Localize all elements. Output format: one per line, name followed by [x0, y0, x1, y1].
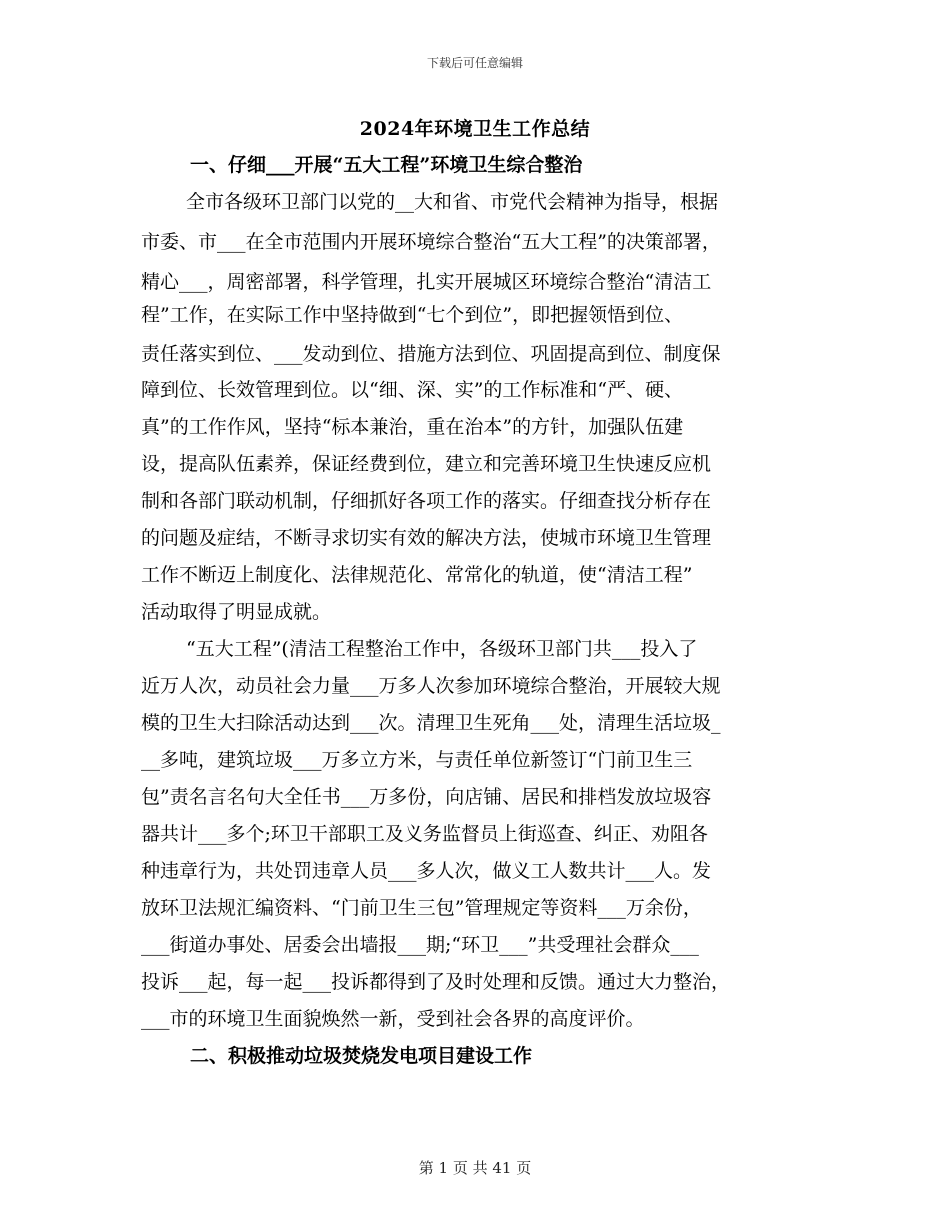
header-note: 下载后可任意编辑: [426, 56, 523, 70]
paragraph-1-line: 制和各部门联动机制，仔细抓好各项工作的落实。仔细查找分析存在: [141, 490, 712, 512]
paragraph-2-line: ___街道办事处、居委会出墙报___期;“环卫___”共受理社会群众___: [141, 934, 699, 956]
paragraph-2-line: 模的卫生大扫除活动达到___次。清理卫生死角___处，清理生活垃圾_: [141, 712, 721, 734]
paragraph-1-line: 障到位、长效管理到位。以“细、深、实”的工作标准和“严、硬、: [141, 379, 684, 401]
paragraph-1-line: 责任落实到位、___发动到位、措施方法到位、巩固提高到位、制度保: [141, 343, 721, 365]
paragraph-2-line: 器共计___多个;环卫干部职工及义务监督员上街巡查、纠正、劝阻各: [141, 823, 708, 845]
document-title: 2024年环境卫生工作总结: [359, 118, 591, 140]
paragraph-1-line: 全市各级环卫部门以党的__大和省、市党代会精神为指导，根据: [186, 191, 719, 213]
paragraph-2-line: 投诉___起，每一起___投诉都得到了及时处理和反馈。通过大力整治，: [141, 971, 731, 993]
paragraph-2-line: “五大工程”(清洁工程整治工作中，各级环卫部门共___投入了: [186, 638, 698, 660]
paragraph-1-line: 程”工作，在实际工作中坚持做到“七个到位”，即把握领悟到位、: [141, 304, 684, 326]
paragraph-2-line: ___市的环境卫生面貌焕然一新，受到社会各界的高度评价。: [141, 1008, 645, 1030]
paragraph-1-line: 工作不断迈上制度化、法律规范化、常常化的轨道，使“清洁工程”: [141, 564, 693, 586]
paragraph-2-line: 种违章行为，共处罚违章人员___多人次，做义工人数共计___人。发: [141, 860, 712, 882]
page-footer: 第 1 页 共 41 页: [418, 1159, 532, 1177]
paragraph-2-line: 包”责名言名句大全任书___万多份，向店铺、居民和排档发放垃圾容: [141, 786, 712, 808]
section-2-heading: 二、积极推动垃圾焚烧发电项目建设工作: [190, 1045, 533, 1067]
paragraph-2-line: __多吨，建筑垃圾___万多立方米，与责任单位新签订“门前卫生三: [141, 749, 693, 771]
section-1-heading: 一、仔细___开展“五大工程”环境卫生综合整治: [190, 154, 583, 176]
paragraph-1-line: 真”的工作作风，坚持“标本兼治，重在治本”的方针，加强队伍建: [141, 416, 684, 438]
paragraph-1-line: 精心___，周密部署，科学管理，扎实开展城区环境综合整治“清洁工: [141, 271, 712, 293]
paragraph-1-line: 市委、市___在全市范围内开展环境综合整治“五大工程”的决策部署，: [141, 231, 721, 253]
paragraph-2-line: 近万人次，动员社会力量___万多人次参加环境综合整治，开展较大规: [141, 675, 721, 697]
paragraph-2-line: 放环卫法规汇编资料、“门前卫生三包”管理规定等资料___万余份，: [141, 897, 702, 919]
paragraph-1-line: 活动取得了明显成就。: [141, 601, 332, 623]
paragraph-1-line: 设，提高队伍素养，保证经费到位，建立和完善环境卫生快速反应机: [141, 453, 712, 475]
paragraph-1-line: 的问题及症结，不断寻求切实有效的解决方法，使城市环境卫生管理: [141, 527, 712, 549]
